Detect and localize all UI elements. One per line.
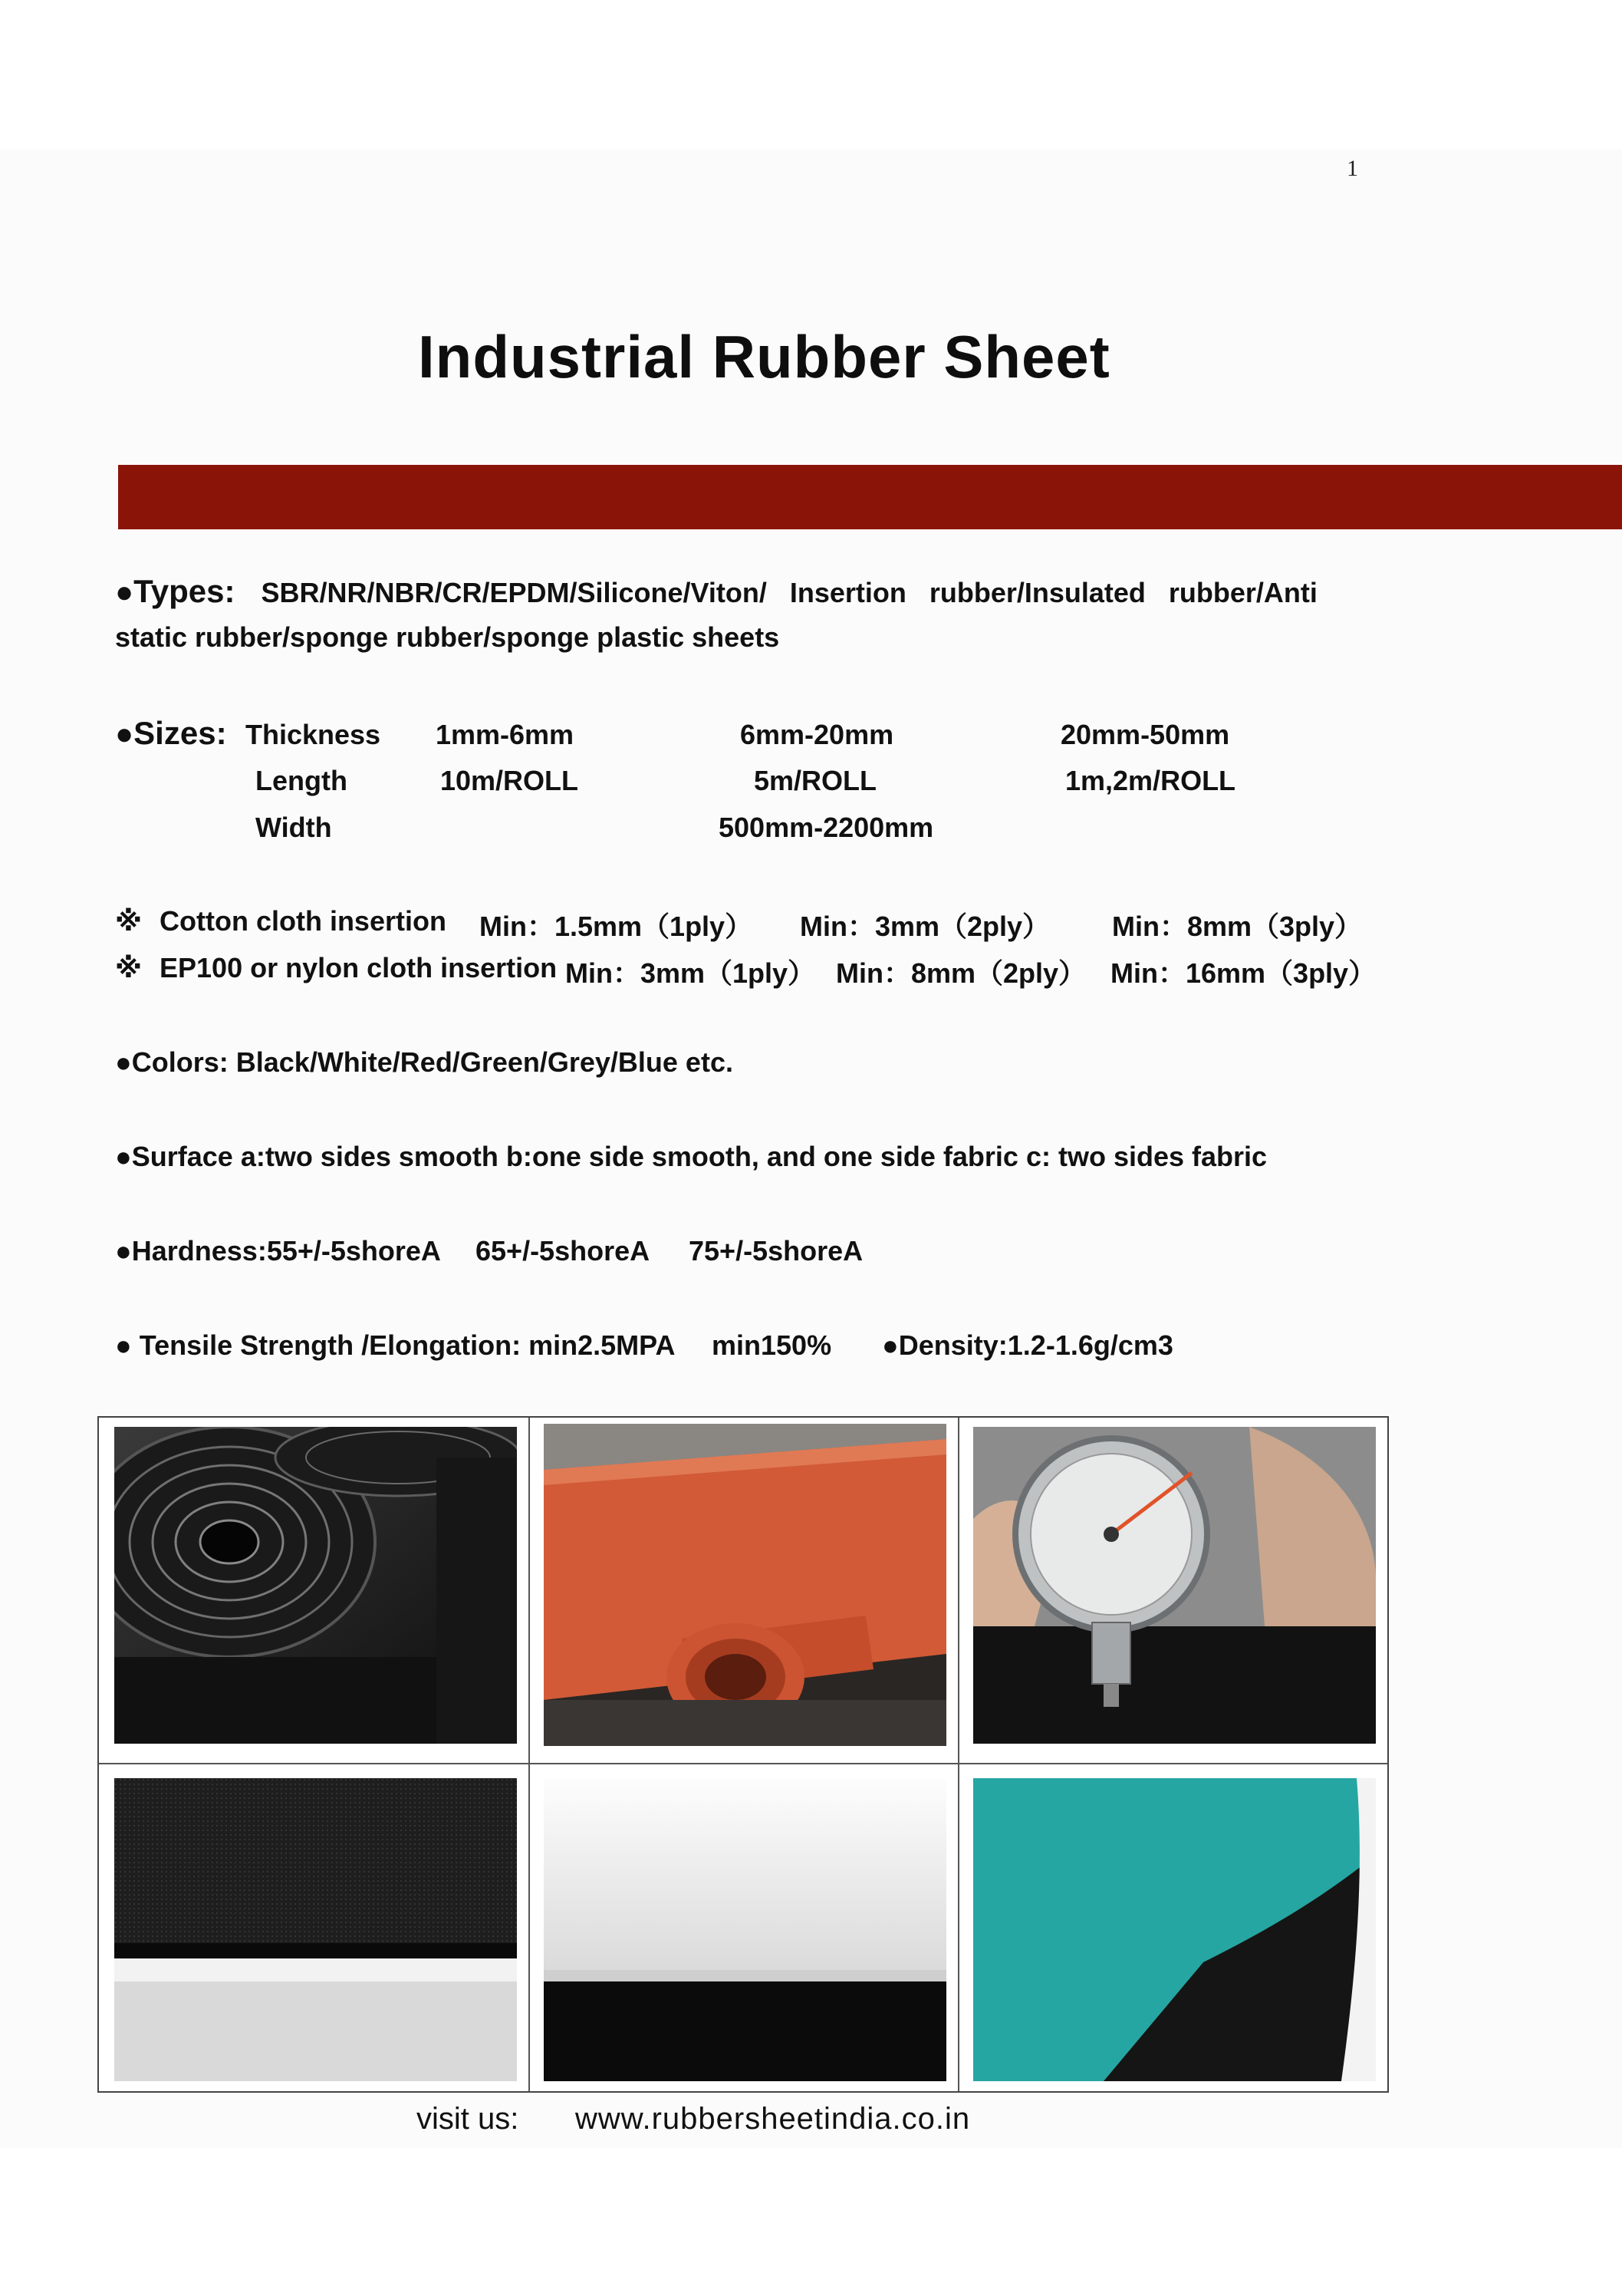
bullet-icon: ● (115, 717, 134, 751)
green-antistatic-sheet-photo (973, 1778, 1376, 2081)
bullet-icon: ● (115, 1235, 132, 1267)
bullet-icon: ● (115, 1329, 132, 1361)
density-text: Density:1.2-1.6g/cm3 (898, 1329, 1173, 1361)
grid-divider (99, 1763, 1387, 1764)
document-title: Industrial Rubber Sheet (418, 323, 1110, 390)
surface-line (115, 1141, 1267, 1173)
footer-website-link[interactable]: www.rubbersheetindia.co.in (575, 2102, 971, 2136)
hardness-label: Hardness:55+/-5shoreA (131, 1235, 441, 1267)
tensile-line (115, 1329, 675, 1362)
sizes-thickness-2: 6mm-20mm (740, 719, 894, 750)
hardness-value-2: 65+/-5shoreA (475, 1235, 650, 1267)
white-black-sheet-photo (544, 1778, 946, 2081)
hardness-durometer-photo (973, 1427, 1376, 1744)
hardness-value-3: 75+/-5shoreA (689, 1235, 864, 1267)
colors-text: Colors: Black/White/Red/Green/Grey/Blue etc. (131, 1046, 733, 1078)
black-sponge-sheet-photo (114, 1778, 517, 2081)
sizes-width-label: Width (255, 812, 332, 843)
sizes-length-2: 5m/ROLL (754, 765, 877, 796)
sizes-thickness-1: 1mm-6mm (436, 719, 574, 750)
hardness-line (115, 1235, 441, 1267)
sizes-thickness-3: 20mm-50mm (1061, 719, 1230, 750)
density-line (882, 1329, 1173, 1362)
black-rubber-roll-photo (114, 1427, 517, 1744)
cotton-insertion-mark: ※ (115, 905, 142, 937)
nylon-insertion-min2: Min：8mm（2ply） (836, 957, 1087, 989)
nylon-insertion-name: EP100 or nylon cloth insertion (160, 952, 558, 983)
product-photo-grid (97, 1416, 1389, 2093)
cotton-insertion-name: Cotton cloth insertion (160, 905, 446, 937)
sizes-length-3: 1m,2m/ROLL (1065, 765, 1236, 796)
nylon-insertion-mark: ※ (115, 952, 142, 983)
types-label: Types: (133, 573, 235, 609)
title-divider-bar (118, 465, 1622, 529)
bullet-icon: ● (115, 575, 134, 609)
surface-text: Surface a:two sides smooth b:one side smooth, and one side fabric c: two sides fabric (131, 1141, 1268, 1172)
sizes-length-label: Length (255, 765, 347, 796)
types-values: SBR/NR/NBR/CR/EPDM/Silicone/Viton/ Insertion rubber/Insulated rubber/Anti (261, 577, 1318, 608)
page-number: 1 (1347, 156, 1358, 181)
sizes-width-value: 500mm-2200mm (719, 812, 934, 843)
grid-divider (958, 1418, 959, 2091)
sizes-heading (115, 715, 227, 752)
cotton-insertion-min2: Min：3mm（2ply） (800, 911, 1051, 942)
tensile-label: Tensile Strength /Elongation: min2.5MPA (139, 1329, 676, 1361)
types-line-1 (115, 573, 1318, 610)
footer-visit-label: visit us: (416, 2102, 519, 2136)
bullet-icon: ● (115, 1141, 132, 1172)
sizes-label: Sizes: (133, 715, 227, 751)
nylon-insertion-min1: Min：3mm（1ply） (565, 957, 816, 989)
bullet-icon: ● (882, 1329, 899, 1361)
sizes-thickness-label: Thickness (245, 719, 381, 750)
tensile-elongation: min150% (712, 1329, 832, 1361)
colors-line (115, 1046, 733, 1079)
red-silicone-roll-photo (544, 1424, 946, 1746)
sizes-length-1: 10m/ROLL (440, 765, 579, 796)
nylon-insertion-min3: Min：16mm（3ply） (1110, 957, 1377, 989)
types-line-2: static rubber/sponge rubber/sponge plastic sheets (115, 621, 780, 653)
bullet-icon: ● (115, 1046, 132, 1078)
cotton-insertion-min1: Min：1.5mm（1ply） (479, 911, 753, 942)
grid-divider (528, 1418, 530, 2091)
cotton-insertion-min3: Min：8mm（3ply） (1112, 911, 1363, 942)
